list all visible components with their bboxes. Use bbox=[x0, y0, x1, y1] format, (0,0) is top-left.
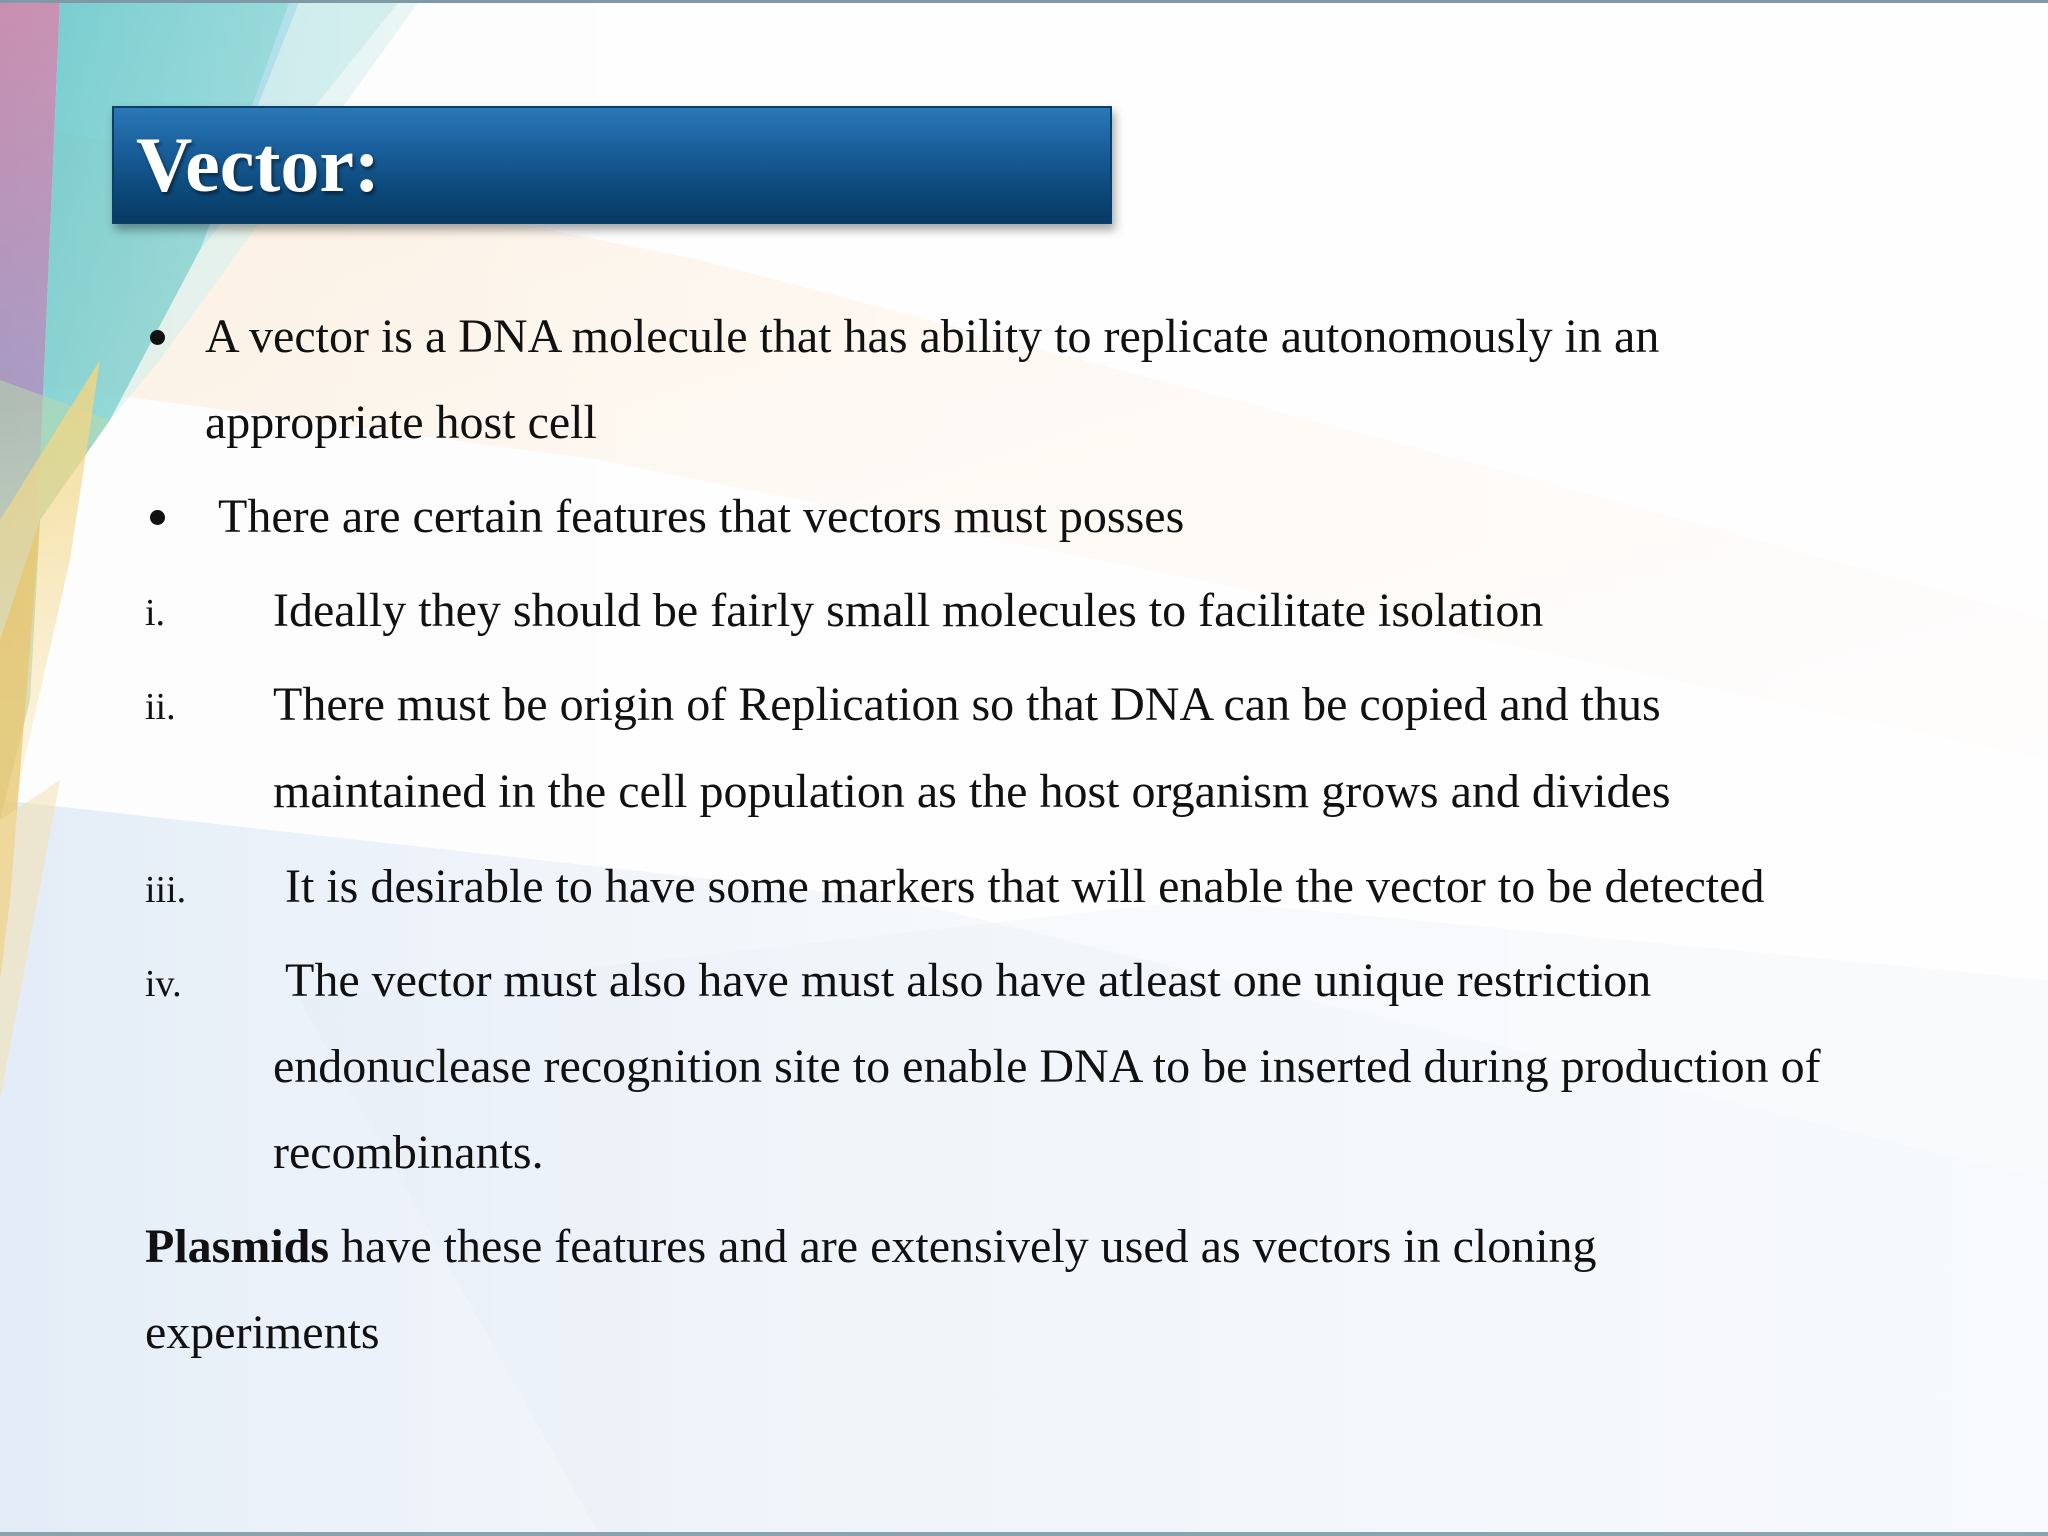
bullet-icon bbox=[150, 330, 165, 345]
bullet-1-line-1: A vector is a DNA molecule that has ability to replicate autonomously in an bbox=[205, 310, 1660, 363]
conclusion-line-2: experiments bbox=[145, 1306, 380, 1359]
bullet-icon bbox=[150, 510, 165, 525]
feature-4-marker: iv. bbox=[145, 963, 182, 1005]
slide-title: Vector: bbox=[136, 121, 380, 208]
bullet-2-line-1: There are certain features that vectors must posses bbox=[218, 490, 1185, 543]
feature-4-line-2: endonuclease recognition site to enable DNA to be inserted during production of bbox=[273, 1040, 1821, 1093]
feature-2-line-2: maintained in the cell population as the host organism grows and divides bbox=[273, 765, 1671, 818]
bullet-1-line-2: appropriate host cell bbox=[205, 396, 597, 449]
conclusion-line-1 bbox=[145, 1217, 1597, 1277]
feature-4-line-1: The vector must also have must also have atleast one unique restriction bbox=[285, 954, 1652, 1007]
feature-2-marker: ii. bbox=[145, 686, 176, 728]
conclusion-text: have these features and are extensively used as vectors in cloning bbox=[329, 1220, 1597, 1273]
feature-4-line-3: recombinants. bbox=[273, 1126, 544, 1179]
feature-1-marker: i. bbox=[145, 592, 166, 634]
plasmids-term: Plasmids bbox=[145, 1220, 330, 1273]
feature-3-marker: iii. bbox=[145, 869, 187, 911]
feature-3-line-1: It is desirable to have some markers that will enable the vector to be detected bbox=[285, 860, 1765, 913]
feature-2-line-1: There must be origin of Replication so that DNA can be copied and thus bbox=[273, 678, 1661, 731]
feature-1-line-1: Ideally they should be fairly small molecules to facilitate isolation bbox=[273, 584, 1544, 637]
